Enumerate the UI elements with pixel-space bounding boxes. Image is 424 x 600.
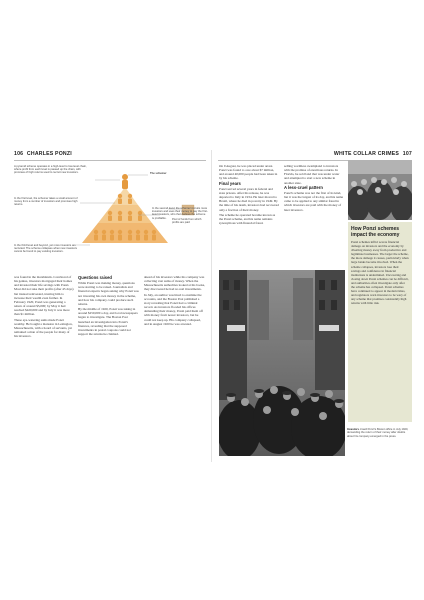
less-cruel-pattern-heading: A less-cruel pattern <box>284 184 323 190</box>
schemer-label: The schemer <box>150 172 167 175</box>
left-col2-para-2: By the middle of 1920, Ponzi was taking in around $250,000 a day, and local newspapers began to investigate. The Boston Post launched an investigation into Ponzi's finances, revealing that the supposed investments in postal coupons could not support the returns he claimed. <box>78 307 138 337</box>
economy-box-title: How Ponzi schemes impact the economy <box>351 226 400 238</box>
right-page-number: 107 <box>402 151 412 157</box>
right-column-2 <box>284 164 344 213</box>
third-level-label: In the third level and beyond, yet more investors are recruited. The scheme collapses when new investors cannot be found to pay existing investors. <box>14 244 77 254</box>
right-col1-para-2: Ponzi served several years in federal and state prisons. After his release, he was deported to Italy in 1934. He later moved to Brazil, where he died in poverty in 1949. By the time of his death, investors had recovered only a fraction of their money. <box>219 186 279 212</box>
left-col1-para-2: These eye-watering sums made Ponzi wealthy. He bought a mansion in Lexington, Massachusetts, with a hoard of servants, yet remained a man of the people for many of his investors. <box>14 317 73 339</box>
economy-impact-box <box>348 222 412 422</box>
left-column-3 <box>144 275 206 327</box>
left-column-1 <box>14 275 74 339</box>
economy-box-body: Ponzi schemes inflict severe financial damage on investors and the economy by diverting money away from productive and legitimate businesses. The larger the scheme, the more damage it causes, particularly when large banks become involved. When the scheme collapses, investors lose their savings and confidence in financial institutions is undermined. Uncovering and closing down Ponzi schemes can be difficult, and authorities often investigate only after the scheme has collapsed. Ponzi schemes have continued to appear in modern times, and regulators warn investors to be wary of any scheme that promises consistently high returns with little risk. <box>351 240 409 306</box>
right-page-header <box>334 151 412 157</box>
right-column-1 <box>219 164 279 226</box>
crowd-photo <box>219 270 345 456</box>
schemer-figure <box>122 174 128 189</box>
photo-caption-lead: Investors <box>347 428 359 431</box>
right-col2-para-1: selling worthless swampland to investors with the promise of enormous returns. In Florida, he sold land that was under water and attempted to start a new scheme in another state. <box>284 164 340 185</box>
pyramid-tier-2 <box>98 205 152 223</box>
left-col3-para-1: ahead of his investors while his company was collecting vast sums of money. When the Massachusetts authorities looked at his books, they discovered he had no real investments. <box>144 275 205 292</box>
left-col3-para-2: In July, an auditor was hired to examine the accounts, and the Boston Post published a story revealing that Ponzi had a criminal record. As investors flooded his offices demanding their money, Ponzi paid them off with money from newer investors, but he could not keep up. His company collapsed, and in August 1920 he was arrested. <box>144 292 203 326</box>
pyramid-tier-1 <box>112 187 138 205</box>
questions-raised-heading: Questions raised <box>78 275 112 280</box>
left-col2-para-1: While Ponzi was making money, questions were starting to be raised. Journalists and financial experts began asking why Ponzi was not investing his own money in the scheme, and how his company could produce such returns. <box>78 281 139 306</box>
page-gutter <box>211 150 212 462</box>
right-col1-para-1: On 9 August, he was placed under arrest. Ponzi was found to owe about $7 million, and around 40,000 people had been taken in by his scheme. <box>219 164 278 181</box>
right-col1-para-3: The scheme he operated became known as the Ponzi scheme, and his name remains synonymous with financial fraud. <box>219 212 276 226</box>
left-page-header <box>14 151 72 157</box>
left-running-title: CHARLES PONZI <box>26 151 72 157</box>
left-column-2 <box>78 275 140 337</box>
pyramid-intro-label: A pyramid scheme operates in a high-level to low-level chain, where profit from each level is passed up the chain, with promises of high returns used to recruit new investors. <box>14 165 87 175</box>
second-level-label: In the second level, the schemer recruits more investors and uses their money to pay the first-level investors, who then believe the scheme is profitable. <box>152 207 208 220</box>
pool-label: Pool of funds from which profits are paid <box>172 218 202 225</box>
left-col1-para-1: was found in the marshlands. Convinced of his genius, investors mortgaged their homes and invested their life savings with Ponzi. Most did not take their profits (after 45 days) but instead reinvested, trusting him to increase their wealth even further. In February 1920, Ponzi was generating a return of around $5,000; by May it had reached $420,000 and by July it was more than $1 million. <box>14 275 74 317</box>
photo-caption-text: crowd Ponzi's Boston office in July 1920, demanding the return of their money after doubts about his company emerged in the press. <box>347 428 409 438</box>
left-page-number: 106 <box>14 151 24 157</box>
first-level-label: In the first level, the schemer takes a small amount of money from a number of investors and promises high returns. <box>14 197 78 207</box>
right-col2-para-2: Ponzi's scheme was not the first of its kind, but it was the largest of its day, and his name came to be applied to any similar fraud in which investors are paid with the money of later investors. <box>284 190 344 212</box>
top-crowd-photo <box>348 160 412 220</box>
right-running-title: WHITE COLLAR CRIMES <box>333 151 400 157</box>
final-years-heading: Final years <box>219 180 241 186</box>
photo-caption <box>347 428 410 438</box>
left-header-rule <box>14 160 206 161</box>
